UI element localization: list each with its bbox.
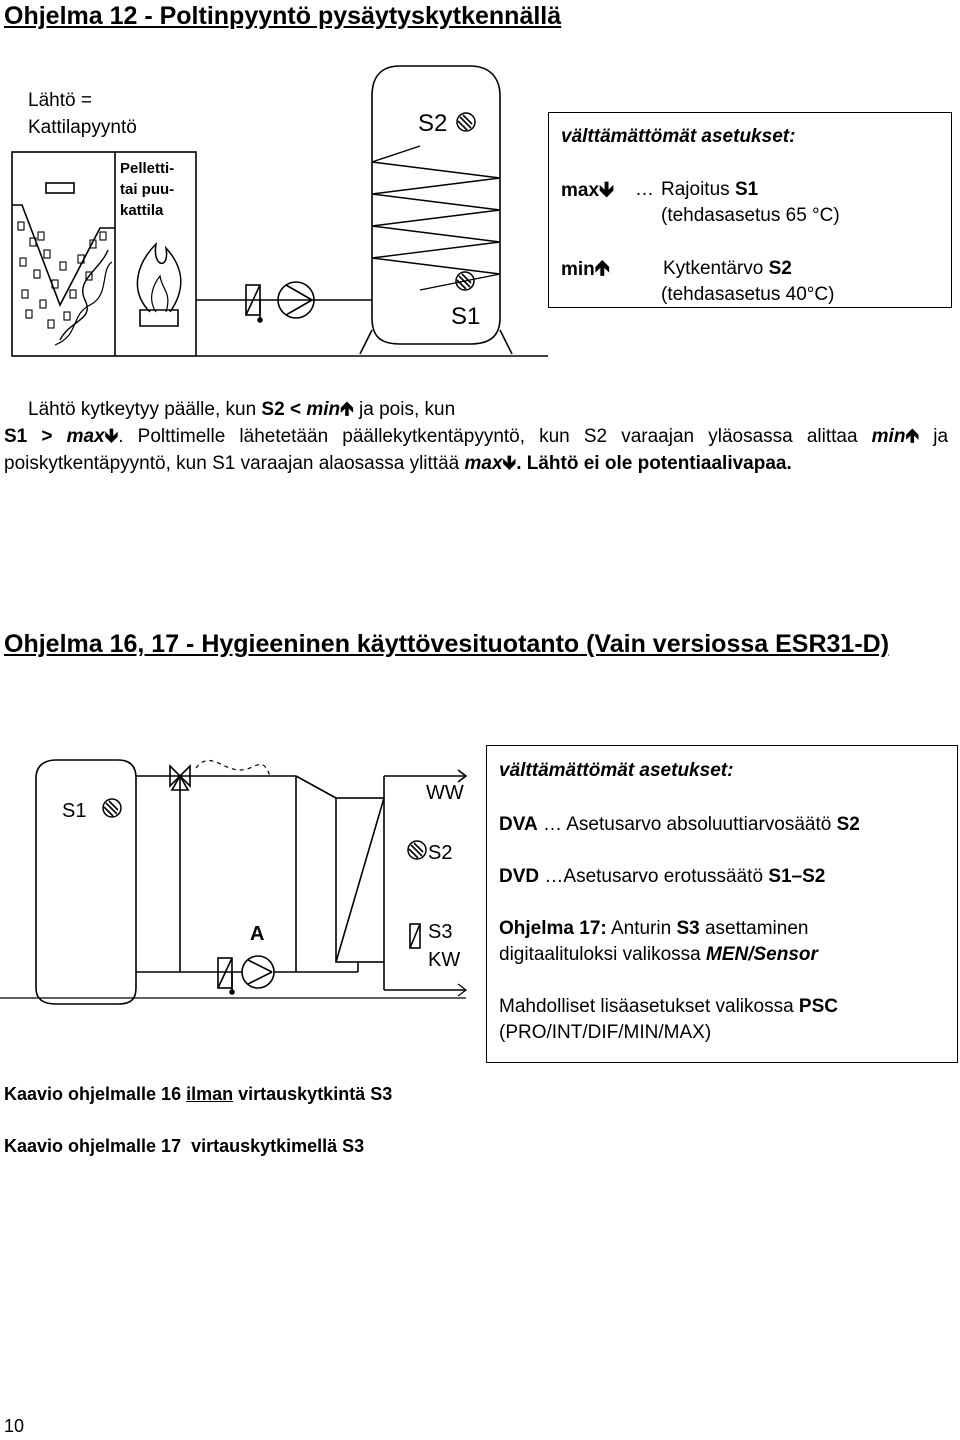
page-number: 10 (4, 1416, 25, 1436)
caption-program17: Kaavio ohjelmalle 17 virtauskytkimellä S3 (4, 1136, 365, 1156)
description-paragraph: Lähtö kytkeytyy päälle, kun S2 < min🡹 ja pois, kun S1 > max🡻. Polttimelle lähetetään päällekytkentäpyyntö, kun S2 varaajan yläosassa alittaa min🡹 ja poiskytkentäpyyntö, kun S1 varaajan alaosassa ylittää max🡻. Lähtö ei ole potentiaalivapaa. (4, 399, 949, 474)
min-text: Kytkentärvo S2 (663, 258, 792, 279)
arrow-down-icon: 🡻 (502, 453, 517, 474)
svg-text:S2: S2 (418, 110, 448, 137)
arrow-up-icon: 🡹 (340, 399, 354, 420)
svg-text:kattila: kattila (120, 202, 164, 219)
sensor-s2 (418, 110, 475, 137)
output-label-line2: Kattilapyyntö (28, 117, 137, 138)
kw-label: KW (428, 949, 461, 971)
sensor-s2-label: S2 (428, 842, 453, 864)
dva-line: DVA … Asetusarvo absoluuttiarvosäätö S2 (499, 814, 860, 835)
sensor-s2-icon (408, 841, 426, 859)
svg-text:Pelletti-: Pelletti- (120, 160, 175, 177)
section2-title: Ohjelma 16, 17 - Hygieeninen käyttövesituotanto (Vain versiossa ESR31-D) (4, 630, 890, 658)
extra-settings-line: Mahdolliset lisäasetukset valikossa PSC (499, 996, 838, 1017)
diagram-program16-17 (0, 740, 490, 1040)
pellets (18, 222, 106, 328)
program17-menu-line: digitaalituloksi valikossa MEN/Sensor (499, 944, 818, 965)
extra-settings-list: (PRO/INT/DIF/MIN/MAX) (499, 1022, 712, 1043)
pump-a-label: A (250, 923, 265, 945)
program17-line: Ohjelma 17: Anturin S3 asettaminen (499, 918, 809, 939)
max-dots: … (635, 179, 654, 200)
arrow-up-icon: 🡹 (594, 257, 610, 280)
settings-heading: välttämättömät asetukset: (499, 760, 734, 781)
circulation-pump (196, 282, 372, 322)
min-default: (tehdasasetus 40°C) (661, 284, 835, 305)
min-label: min🡹 (561, 257, 610, 280)
arrow-down-icon: 🡻 (104, 426, 119, 447)
section1-title: Ohjelma 12 - Poltinpyyntö pysäytyskytkennällä (4, 2, 562, 30)
settings-box-program12 (548, 112, 952, 308)
max-text: Rajoitus S1 (661, 179, 759, 200)
sensor-s1-icon (103, 799, 121, 817)
boiler-text (120, 160, 174, 219)
settings-heading: välttämättömät asetukset: (561, 126, 796, 147)
ww-label: WW (426, 782, 464, 804)
max-label: max🡻 (561, 178, 615, 201)
arrow-up-icon: 🡹 (905, 426, 920, 447)
sensor-s1-label: S1 (62, 800, 87, 822)
caption-program16: Kaavio ohjelmalle 16 ilman virtauskytkintä S3 (4, 1084, 393, 1104)
sensor-s3-label: S3 (428, 921, 453, 943)
output-label-line1: Lähtö = (28, 90, 92, 111)
svg-text:S1: S1 (451, 303, 481, 330)
dvd-line: DVD …Asetusarvo erotussäätö S1–S2 (499, 866, 826, 887)
arrow-down-icon: 🡻 (599, 178, 615, 201)
settings-box-program16-17 (486, 745, 958, 1063)
max-default: (tehdasasetus 65 °C) (661, 205, 840, 226)
svg-text:tai puu-: tai puu- (120, 181, 175, 198)
